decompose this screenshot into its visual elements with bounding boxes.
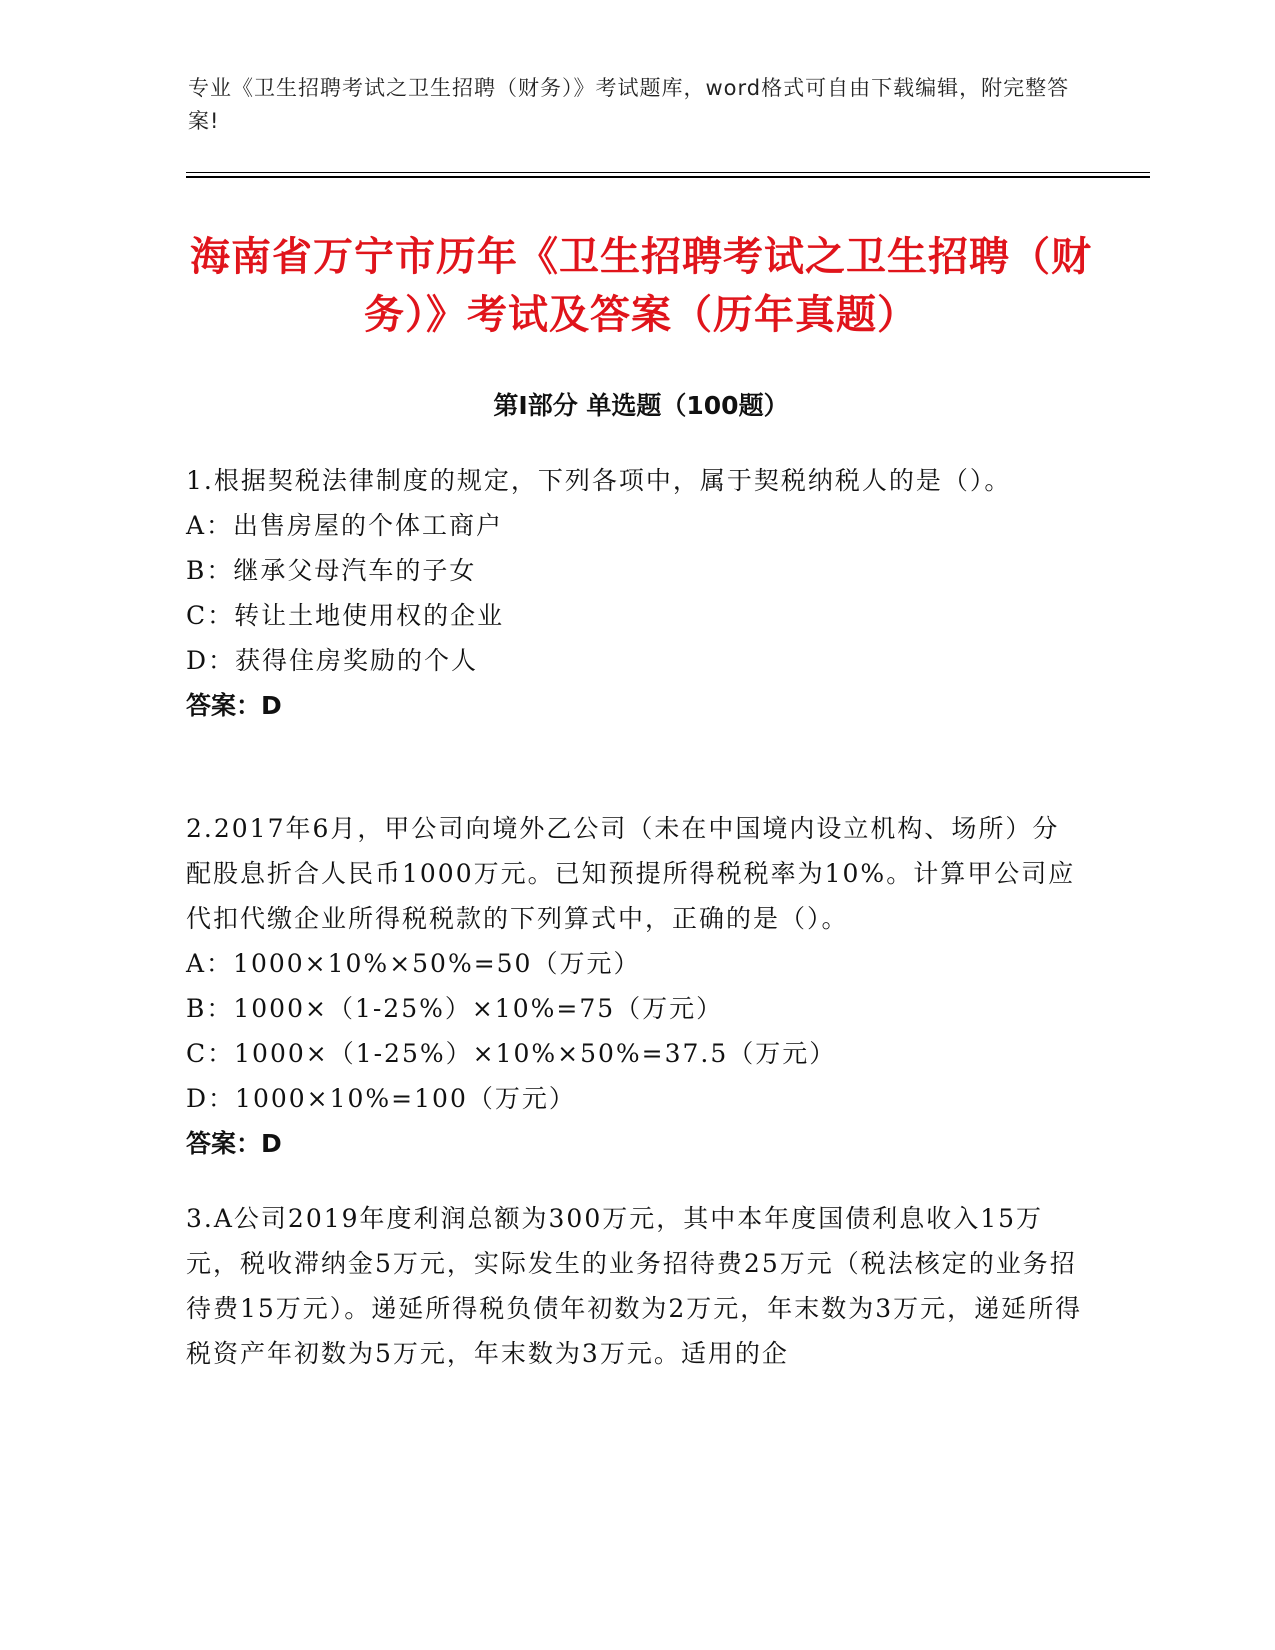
question-1-option-d: D：获得住房奖励的个人 bbox=[186, 646, 479, 675]
question-3-stem: 3.A公司2019年度利润总额为300万元，其中本年度国债利息收入15万元，税收滞纳金5万元，实际发生的业务招待费25万元（税法核定的业务招待费15万元）。递延所得税负债年初数为2万元，年末数为3万元，递延所得税资产年初数为5万元，年末数为3万元。适用的企 bbox=[186, 1204, 1083, 1368]
question-1-stem: 1.根据契税法律制度的规定，下列各项中，属于契税纳税人的是（）。 bbox=[186, 466, 1012, 495]
question-1-option-c: C：转让土地使用权的企业 bbox=[186, 601, 505, 630]
question-2-option-c: C：1000×（1-25%）×10%×50%=37.5（万元） bbox=[186, 1039, 837, 1068]
header-rule-thin bbox=[186, 172, 1150, 173]
header-note: 专业《卫生招聘考试之卫生招聘（财务）》考试题库，word格式可自由下载编辑，附完整答案! bbox=[188, 76, 1070, 133]
section-title: 第Ⅰ部分 单选题（100题） bbox=[493, 391, 789, 420]
question-2-stem: 2.2017年6月，甲公司向境外乙公司（未在中国境内设立机构、场所）分配股息折合人民币1000万元。已知预提所得税税率为10%。计算甲公司应代扣代缴企业所得税税款的下列算式中，正确的是（）。 bbox=[186, 814, 1076, 933]
question-2-option-d: D：1000×10%=100（万元） bbox=[186, 1084, 576, 1113]
question-2-option-b: B：1000×（1-25%）×10%=75（万元） bbox=[186, 994, 724, 1023]
question-1-option-b: B：继承父母汽车的子女 bbox=[186, 556, 477, 585]
question-1 bbox=[186, 458, 1086, 728]
question-1-answer: 答案：D bbox=[186, 691, 282, 720]
document-title: 海南省万宁市历年《卫生招聘考试之卫生招聘（财务）》考试及答案（历年真题） bbox=[190, 234, 1092, 338]
question-3 bbox=[186, 1196, 1086, 1376]
question-2-option-a: A：1000×10%×50%=50（万元） bbox=[186, 949, 641, 978]
question-2 bbox=[186, 806, 1086, 1166]
header-rule-thick bbox=[186, 176, 1150, 178]
question-2-answer: 答案：D bbox=[186, 1129, 282, 1158]
question-1-option-a: A：出售房屋的个体工商户 bbox=[186, 511, 504, 540]
